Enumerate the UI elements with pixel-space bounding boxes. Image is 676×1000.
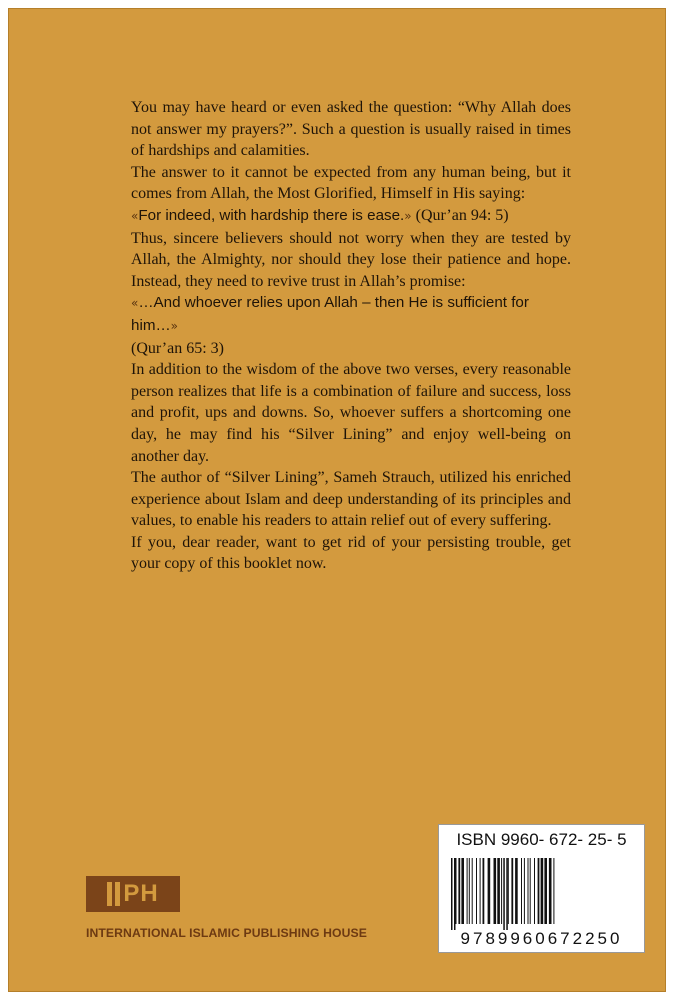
blurb-paragraph-1: You may have heard or even asked the question: “Why Allah does not answer my prayers?”. Such a question is usually raised in times of hardships and calamities. (131, 99, 571, 160)
blurb-paragraph-4: In addition to the wisdom of the above two verses, every reasonable person realizes that life is a combination of failure and success, loss and profit, ups and downs. So, whoever suffers a shortcoming one day, he may find his “Silver Lining” and enjoy well-being on another day. (131, 361, 571, 465)
verse-quote-1 (131, 205, 571, 228)
blurb-paragraph-5: The author of “Silver Lining”, Sameh Strauch, utilized his enriched experience about Islam and deep understanding of its principles and values, to enable his readers to attain relief out of every suffering. (131, 469, 571, 530)
barcode-digits: 9789960672250 (460, 929, 623, 948)
verse-quote-2 (131, 292, 571, 337)
publisher-logo (86, 876, 180, 912)
verse-close-ornament: » (170, 318, 179, 333)
logo-bars (107, 882, 120, 906)
blurb-paragraph-2: The answer to it cannot be expected from any human being, but it comes from Allah, the Most Glorified, Himself in His saying: (131, 163, 571, 203)
blurb-paragraph-6: If you, dear reader, want to get rid of your persisting trouble, get your copy of this booklet now. (131, 533, 571, 573)
verse-close-ornament: » (404, 208, 412, 223)
isbn-label: ISBN 9960- 672- 25- 5 (456, 830, 627, 849)
logo-text: PH (123, 880, 159, 907)
verse-text-2: …And whoever relies upon Allah – then He is sufficient for him… (131, 294, 529, 334)
blurb-text (131, 97, 571, 575)
publisher-name: INTERNATIONAL ISLAMIC PUBLISHING HOUSE (86, 926, 367, 940)
isbn-barcode-box (438, 824, 645, 953)
barcode (449, 858, 636, 930)
blurb-paragraph-3: Thus, sincere believers should not worry when they are tested by Allah, the Almighty, nor should they lose their patience and hope. Instead, they need to revive trust in Allah’s promise: (131, 229, 571, 290)
verse-open-ornament: « (131, 208, 139, 223)
book-back-cover (8, 8, 666, 992)
verse-text-1: For indeed, with hardship there is ease. (138, 206, 405, 224)
verse-reference-1: (Qur’an 94: 5) (411, 206, 509, 224)
verse-open-ornament: « (131, 296, 139, 311)
verse-reference-2: (Qur’an 65: 3) (131, 339, 225, 357)
